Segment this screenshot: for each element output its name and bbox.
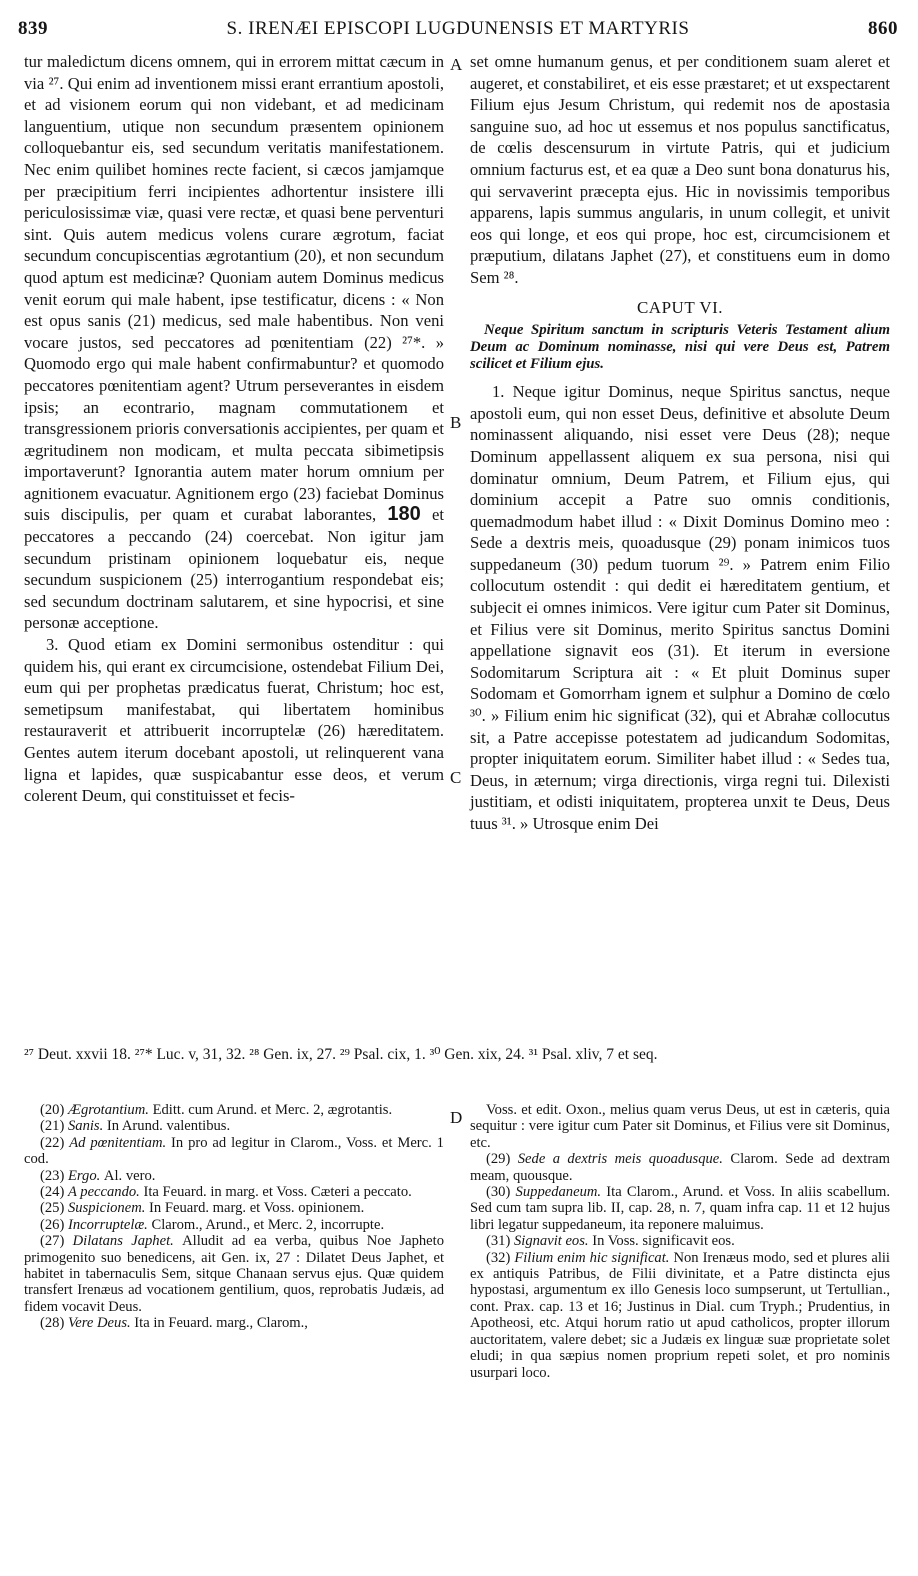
- footnote: [24, 1168, 444, 1184]
- footnote-text: Alludit ad ea verba, quibus Noe Japheto primogenito suo benedicens, ait Gen. ix, 27 : Dilatet Deus Japhet, et habitet in tabernaculis Sem, sitque Chanaan servus ejus. Quæ quidem transfert Irenæus ad vocationem gentilium, quos, reprobatis Judæis, ad fidem vocavit Deus.: [24, 1233, 444, 1315]
- footnote-number: (28): [40, 1315, 68, 1332]
- footnote-text: Non Irenæus modo, sed et plures alii ex antiquis Patribus, de Filii divinitate, et a Patre distincta ejus hypostasi, argumentum ex illo Genesis loco sumpserunt, ut Tertullian., cont. Prax. cap. 13 et 16; Justinus in Dial. cum Tryph.; Prudentius, in Apotheosi, etc. Atqui horum ratio ut apud catholicos, propter illorum auctoritatem, valere debet; sic a Judæis ex linguæ suæ proprietate solet eludi; in qua sæpius nomen proprium repeti solet, et pro nominis usurpari loco.: [470, 1249, 890, 1381]
- footnote-lemma: A peccando.: [67, 1184, 144, 1201]
- footnote: [470, 1184, 890, 1233]
- footnote-lemma: Ad pœnitentiam.: [69, 1134, 172, 1151]
- footnote-text: In Voss. significavit eos.: [592, 1233, 735, 1250]
- footnote-lemma: Sanis.: [67, 1118, 107, 1135]
- footnote: [470, 1151, 890, 1184]
- footnote-text: In pro ad legitur in Clarom., Voss. et Merc. 1 cod.: [24, 1134, 444, 1168]
- footnote-number: (30): [486, 1184, 516, 1201]
- page-marker: 180: [387, 503, 421, 526]
- footnote: [24, 1200, 444, 1216]
- footnote-number: (23): [40, 1167, 68, 1184]
- footnote-lemma: Incorruptelæ.: [67, 1216, 152, 1233]
- footnote: [24, 1233, 444, 1315]
- footnote: [24, 1217, 444, 1233]
- footnotes-right: [470, 1102, 890, 1381]
- footnote-text: In Arund. valentibus.: [106, 1118, 231, 1135]
- left-column: [24, 51, 444, 807]
- footnote-text: Clarom., Arund., et Merc. 2, incorrupte.: [151, 1216, 385, 1233]
- left-p1-text: tur maledictum dicens omnem, qui in errorem mittat cæcum in via ²⁷. Qui enim ad inventionem missi erant errantium apostoli, et ad visionem eorum qui non videbant, et ad medicinam languentium, utique non secundum præsentem opinionem colloquebantur eis, sed secundum veritatis manifestationem. Nec enim quilibet homines recte facient, si cæcos jamjamque per præcipitium ferri incipientes adhortentur insistere illi periculosissimæ viæ, quasi vere rectæ, et quasi bene perventuri sint. Quis autem medicus volens curare ægrotum, faciat secundum concupiscentias ægrotantium (20), et non secundum quod aptum est medicinæ? Quoniam autem Dominus medicus venit eorum qui male habent, ipse testificatur, dicens : « Non est opus sanis (21) medicus, sed male habentibus. Non veni vocare justos, sed peccatores ad pœnitentiam (22) ²⁷*. » Quomodo ergo qui male habent confirmabuntur? et quomodo peccatores pœnitentiam agent? Utrum perseverantes in eisdem ipsis; an econtrario, magnam commutationem et transgressionem prioris conversationis accipientes, per quam et ægritudinem non modicam, et multa peccata sibimetipsis importaverunt? Ignorantia autem mater horum omnium per agnitionem evacuatur. Agnitionem ergo (23) faciebat Dominus suis discipulis, per quam et curabat laborantes,: [24, 52, 444, 525]
- margin-letter-b: B: [450, 413, 462, 432]
- footnote: [24, 1102, 444, 1118]
- footnote-lemma: Ergo.: [67, 1167, 104, 1184]
- left-paragraph-1: [24, 51, 444, 634]
- left-p1-end: et peccatores a peccando (24) coercebat. Non igitur jam secundum pristinam opinionem loquebatur eis, neque secundum suspicionem (25) interrogantium respondebat eis; sed secundum doctrinam salutarem, et sine hypocrisi, et sine personæ acceptione.: [24, 505, 444, 633]
- footnote-lemma: Suspicionem.: [67, 1200, 150, 1217]
- footnote-number: (25): [40, 1200, 68, 1217]
- footnote-number: (32): [486, 1249, 515, 1266]
- footnote-lemma: Sede a dextris meis quoadusque.: [517, 1151, 731, 1168]
- footnote-lemma: Vere Deus.: [67, 1315, 135, 1332]
- footnote-text: Ita Clarom., Arund. et Voss. In aliis scabellum. Sed cum tam supra lib. II, cap. 28, n. 7, quam infra cap. 11 et 12 hujus libri legatur suppedaneum, ita reponere maluimus.: [470, 1184, 890, 1233]
- footnote-number: (22): [40, 1134, 70, 1151]
- footnote: [24, 1315, 444, 1331]
- page-number-right: 860: [868, 18, 898, 39]
- footnote: [470, 1233, 890, 1249]
- footnote: [24, 1118, 444, 1134]
- chapter-summary: Neque Spiritum sanctum in scripturis Veteris Testament alium Deum ac Dominum nominasse, nisi qui vere Deus est, Patrem scilicet et Filium ejus.: [470, 322, 890, 373]
- footnote-text: Ita in Feuard. marg., Clarom.,: [134, 1315, 308, 1332]
- page-number-left: 839: [18, 18, 48, 39]
- footnote-text: Voss. et edit. Oxon., melius quam verus Deus, ut est in cæteris, quia sequitur : vere igitur cum Pater sit Dominus, et Filius vere sit Dominus, etc.: [470, 1102, 890, 1151]
- running-title: S. IRENÆI EPISCOPI LUGDUNENSIS ET MARTYRIS: [226, 18, 690, 39]
- footnote-number: (31): [486, 1233, 514, 1250]
- left-paragraph-2: 3. Quod etiam ex Domini sermonibus ostenditur : qui quidem his, qui erant ex circumcisione, ostendebat Filium Dei, eum qui per prophetas prædicatus fuerat, Christum; hoc est, semetipsum manifestabat, qui libertatem hominibus restauraverit et attribuerit incorruptelæ (26) hæreditatem. Gentes autem iterum docebant apostoli, ut relinquerent vana ligna et lapides, quæ suspicabantur esse deos, et verum colerent Deum, qui constituisset et fecis-: [24, 635, 444, 806]
- footnote-number: (24): [40, 1184, 68, 1201]
- footnote-number: (20): [40, 1102, 68, 1118]
- footnote-lemma: Filium enim hic significat.: [514, 1249, 674, 1266]
- footnote-number: (21): [40, 1118, 68, 1135]
- chapter-heading: CAPUT VI.: [636, 297, 724, 317]
- footnote-lemma: Ægrotantium.: [67, 1102, 153, 1118]
- footnote-number: (27): [40, 1233, 73, 1250]
- footnote-number: (29): [486, 1151, 518, 1168]
- margin-letter-d: D: [450, 1108, 463, 1127]
- margin-letter-c: C: [450, 768, 462, 787]
- footnote-number: (26): [40, 1216, 68, 1233]
- page-header: [18, 12, 898, 42]
- scripture-references: ²⁷ Deut. xxvii 18. ²⁷* Luc. v, 31, 32. ²⁸ Gen. ix, 27. ²⁹ Psal. cix, 1. ³⁰ Gen. xix, 24. ³¹ Psal. xliv, 7 et seq.: [24, 1046, 658, 1063]
- footnote-text: Clarom. Sede ad dextram meam, quousque.: [470, 1151, 891, 1184]
- footnote-lemma: Signavit eos.: [513, 1233, 593, 1250]
- right-paragraph-1: set omne humanum genus, et per conditionem suam aleret et augeret, et constabiliret, et eis esse præstaret; et ut exspectarent Filium ejus Jesum Christum, qui redemit nos de apostasia sanguine suo, ad hoc ut essemus et nos populus sanctificatus, de cœlis descensurum in virtute Patris, qui et judicium omnium facturus est, et ea quæ a Deo sunt bona donaturus his, qui servaverint præcepta ejus. Hic in novissimis temporibus apparens, lapis summus angularis, in unum collegit, et univit eos qui longe, et eos qui prope, hoc est, circumcisionem et præputium, dilatans Japhet (27), et constituens eum in domo Sem ²⁸.: [470, 52, 890, 287]
- footnote-text: Al. vero.: [103, 1167, 156, 1184]
- footnote-lemma: Dilatans Japhet.: [72, 1233, 183, 1250]
- footnote: [24, 1135, 444, 1168]
- right-column: [470, 51, 890, 835]
- right-paragraph-2: 1. Neque igitur Dominus, neque Spiritus sanctus, neque apostoli eum, qui non esset Deus, definitive et absolute Deum nominassent aliquando, nisi esset vere Deus (28); neque Dominum appellassent aliquem ex sua persona, nisi qui dominatur omnium, Deum Patrem, et Filium ejus, qui dominium accepit a Patre suo omnis conditionis, quemadmodum habet illud : « Dixit Dominus Domino meo : Sede a dextris meis, quoadusque (29) ponam inimicos tuos suppedaneum (30) pedum tuorum ²⁹. » Patrem enim Filio collocutum ostendit : qui dedit ei hæreditatem gentium, et subjecit ei omnes inimicos. Vere igitur cum Pater sit Dominus, et Filius vere sit Dominus, merito Spiritus sanctus Domini appellatione signavit eos (31). Et iterum in eversione Sodomitarum Scriptura ait : « Et pluit Dominus super Sodomam et Gomorrham ignem et sulphur a Domino de cœlo ³⁰. » Filium enim hic significat (32), qui et Abrahæ collocutus sit, a Patre accepisse potestatem ad judicandum Sodomitas, propter iniquitatem eorum. Similiter habet illud : « Sedes tua, Deus, in æternum; virga directionis, virga regni tui. Dilexisti justitiam, et odisti iniquitatem, propterea unxit te Deus, Deus tuus ³¹. » Utrosque enim Dei: [470, 382, 890, 833]
- footnote-lemma: Suppedaneum.: [515, 1184, 607, 1201]
- footnote-text: Ita Feuard. in marg. et Voss. Cæteri a peccato.: [143, 1184, 412, 1201]
- footnotes-left: [24, 1102, 444, 1332]
- margin-letter-a: A: [450, 55, 463, 74]
- footnote-text: In Feuard. marg. et Voss. opinionem.: [149, 1200, 365, 1217]
- footnote: [470, 1102, 890, 1151]
- footnote: [24, 1184, 444, 1200]
- footnote-text: Editt. cum Arund. et Merc. 2, ægrotantis.: [152, 1102, 393, 1118]
- footnote: [470, 1250, 890, 1381]
